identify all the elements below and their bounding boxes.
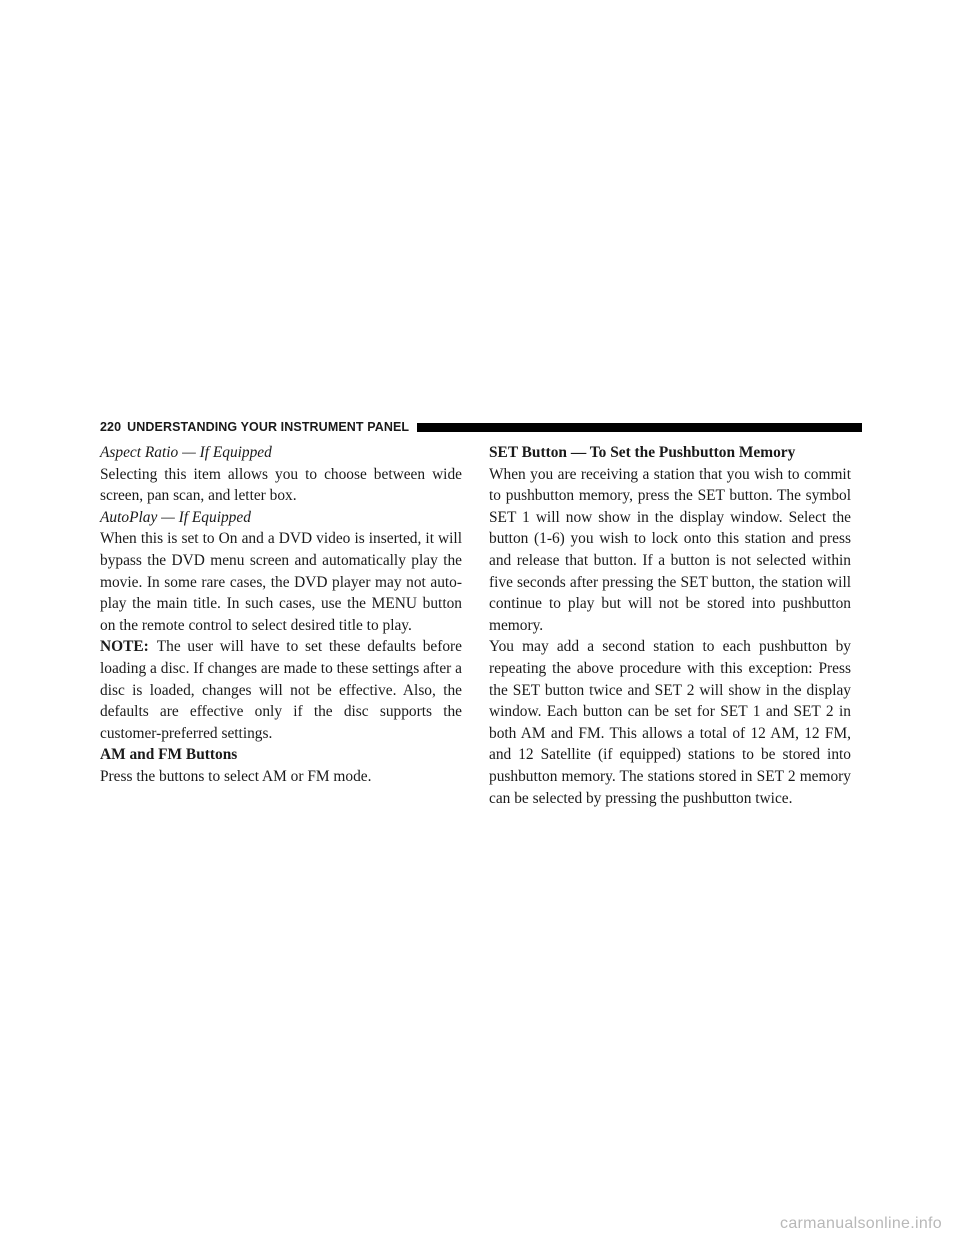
autoplay-heading: AutoPlay — If Equipped — [100, 508, 251, 526]
set-button-body-1: When you are receiving a station that you wish to commit to pushbutton memory, press the SET button. The symbol SET 1 will now show in the display window. Select the button (1-6) you wish to lock onto this station and press and release that button. If a button is not selected within five seconds after pressing the SET button, the station will continue to play but will not be stored into pushbutton memory. — [489, 465, 851, 634]
page-number: 220 — [100, 420, 122, 434]
aspect-ratio-heading: Aspect Ratio — If Equipped — [100, 444, 272, 461]
section-title: UNDERSTANDING YOUR INSTRUMENT PANEL — [127, 420, 410, 434]
page-header — [100, 419, 862, 435]
am-fm-body: Press the buttons to select AM or FM mode. — [100, 767, 372, 785]
set-button-body-2: You may add a second station to each pushbutton by repeating the above procedure with this exception: Press the SET button twice and SET 2 will show in the display window. Each button can be set for SET 1 and SET 2 in both AM and FM. This allows a total of 12 AM, 12 FM, and 12 Satellite (if equipped) stations to be stored into pushbutton memory. The stations stored in SET 2 memory can be selected by pressing the pushbutton twice. — [489, 638, 851, 807]
aspect-ratio-body: Selecting this item allows you to choose between wide screen, pan scan, and letter box. — [100, 465, 462, 505]
left-column — [100, 442, 462, 788]
header-rule — [417, 423, 862, 432]
set-button-heading: SET Button — To Set the Pushbutton Memory — [489, 444, 796, 461]
watermark-text: carmanualsonline.info — [780, 1215, 942, 1232]
note-label: NOTE: — [100, 638, 149, 656]
right-column — [489, 442, 851, 809]
note-paragraph — [100, 636, 462, 744]
note-body: The user will have to set these defaults before loading a disc. If changes are made to these settings after a disc is loaded, changes will not be effective. Also, the defaults are effective only if the disc supports the customer-preferred settings. — [100, 638, 462, 742]
am-fm-heading: AM and FM Buttons — [100, 746, 238, 764]
autoplay-body: When this is set to On and a DVD video is inserted, it will bypass the DVD menu screen and automatically play the movie. In some rare cases, the DVD player may not auto-play the main title. In such cases, use the MENU button on the remote control to select desired title to play. — [100, 530, 462, 634]
